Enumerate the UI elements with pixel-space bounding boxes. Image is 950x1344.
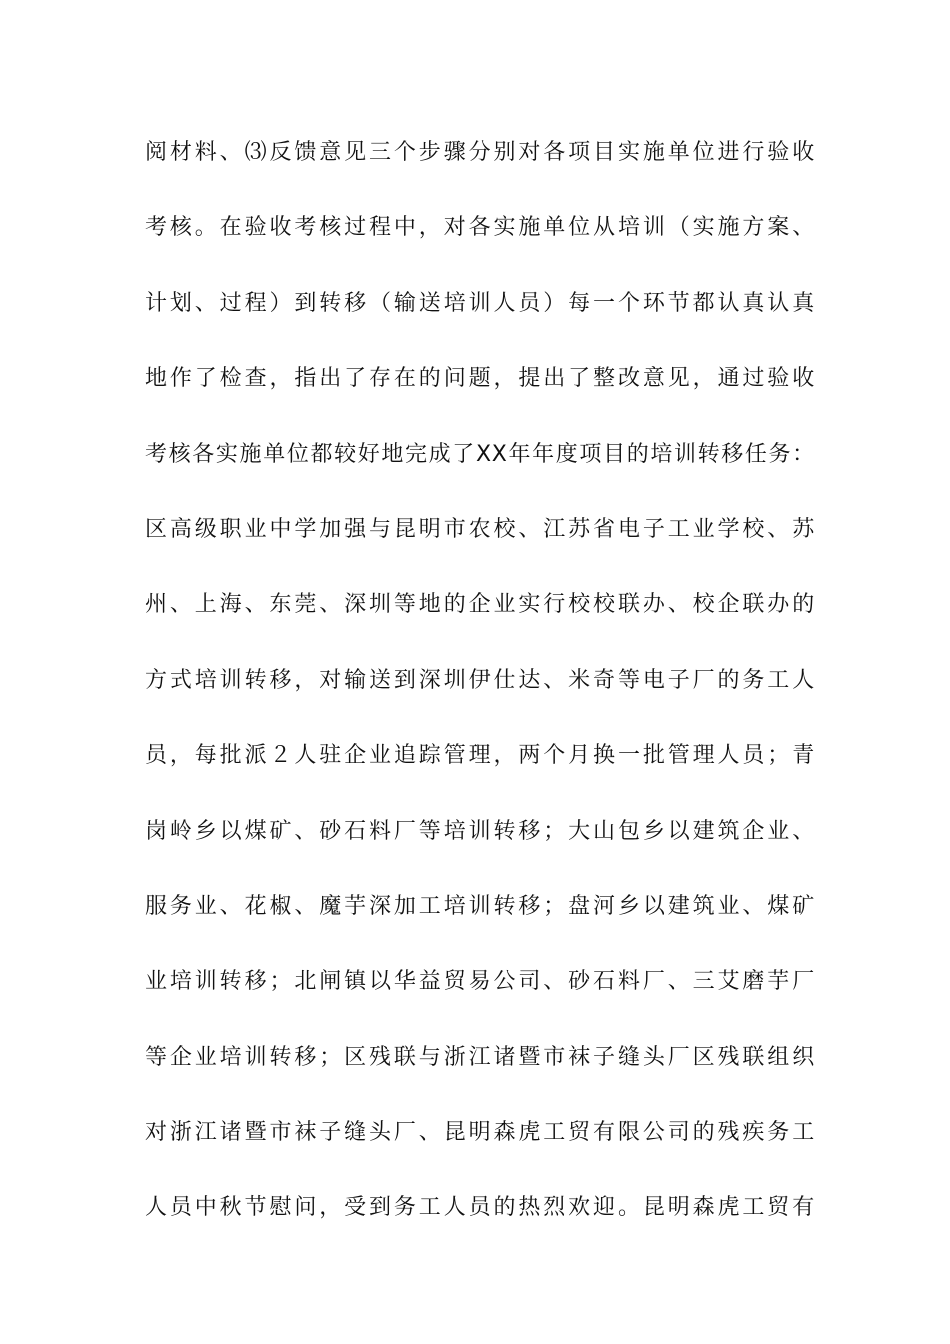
text-line: 区高级职业中学加强与昆明市农校、江苏省电子工业学校、苏 bbox=[145, 516, 815, 542]
text-line: 岗岭乡以煤矿、砂石料厂等培训转移；大山包乡以建筑企业、 bbox=[145, 818, 815, 844]
text-line: 人员中秋节慰问，受到务工人员的热烈欢迎。昆明森虎工贸有 bbox=[145, 1195, 815, 1221]
text-line: 考核。在验收考核过程中，对各实施单位从培训（实施方案、 bbox=[145, 215, 815, 241]
text-line: 对浙江诸暨市袜子缝头厂、昆明森虎工贸有限公司的残疾务工 bbox=[145, 1120, 815, 1146]
text-line: 阅材料、⑶反馈意见三个步骤分别对各项目实施单位进行验收 bbox=[145, 140, 815, 165]
text-line: 州、上海、东莞、深圳等地的企业实行校校联办、校企联办的 bbox=[145, 592, 815, 618]
text-line: 地作了检查，指出了存在的问题，提出了整改意见，通过验收 bbox=[145, 366, 815, 392]
body-text bbox=[145, 130, 815, 1261]
text-line: 计划、过程）到转移（输送培训人员）每一个环节都认真认真 bbox=[145, 290, 815, 316]
text-line: 服务业、花椒、魔芋深加工培训转移；盘河乡以建筑业、煤矿 bbox=[145, 893, 815, 919]
text-line: 员，每批派２人驻企业追踪管理，两个月换一批管理人员；青 bbox=[145, 743, 815, 769]
text-line: 方式培训转移，对输送到深圳伊仕达、米奇等电子厂的务工人 bbox=[145, 667, 815, 693]
text-line: 业培训转移；北闸镇以华益贸易公司、砂石料厂、三艾磨芋厂 bbox=[145, 969, 815, 995]
text-line: 等企业培训转移；区残联与浙江诸暨市袜子缝头厂区残联组织 bbox=[145, 1044, 815, 1070]
text-line: 考核各实施单位都较好地完成了XX年年度项目的培训转移任务： bbox=[145, 441, 815, 467]
